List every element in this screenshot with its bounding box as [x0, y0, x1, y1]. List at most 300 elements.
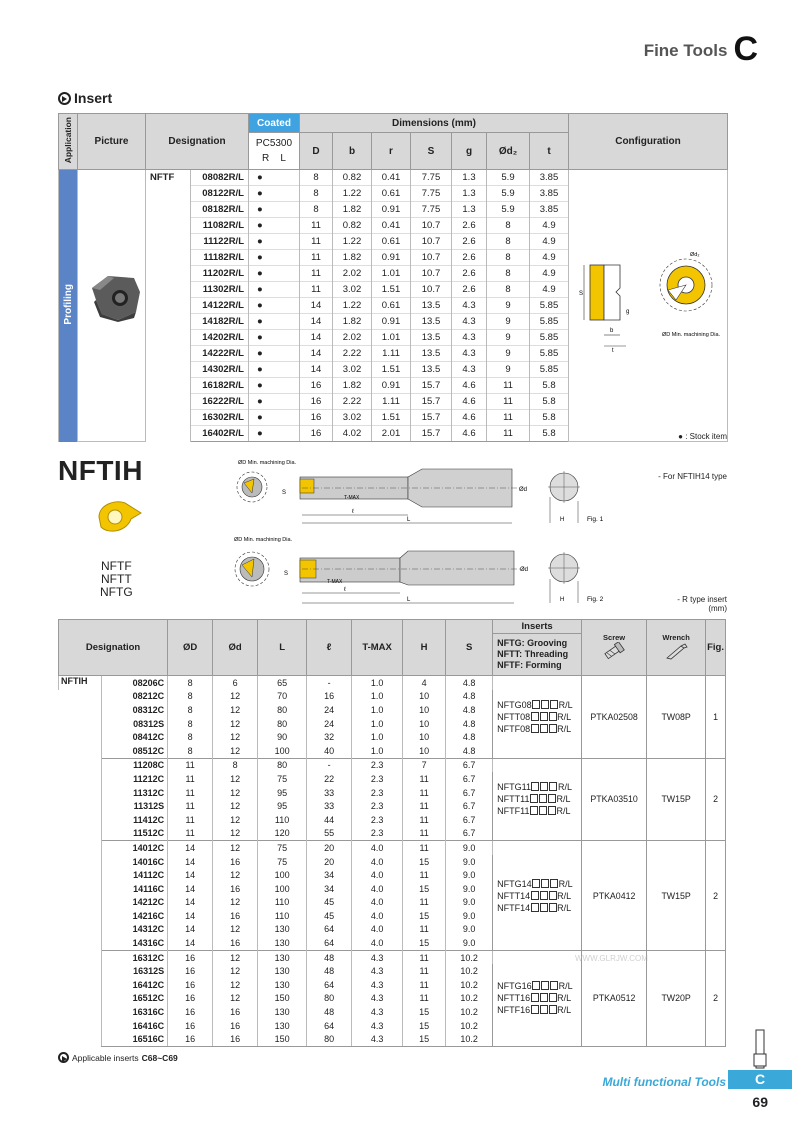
screw-header: Screw: [582, 620, 647, 676]
value-cell: 10.7: [411, 218, 452, 234]
value-cell: 11: [487, 394, 530, 410]
value-cell: 2.02: [333, 266, 372, 282]
value-cell: 80: [258, 703, 307, 717]
designation-header: Designation: [146, 114, 249, 170]
value-cell: 130: [258, 1005, 307, 1019]
holder-designation: 16312C: [102, 950, 168, 964]
value-cell: 110: [258, 813, 307, 827]
screw-cell: PTKA0412: [582, 841, 647, 951]
value-cell: 95: [258, 786, 307, 800]
value-cell: 16: [300, 394, 333, 410]
stock-mark: ●: [249, 234, 300, 250]
value-cell: 11: [403, 964, 446, 978]
value-cell: 4.0: [352, 896, 403, 910]
col2-S: S: [446, 620, 493, 676]
holder-designation: 14212C: [102, 896, 168, 910]
value-cell: 6.7: [446, 813, 493, 827]
stock-mark: ●: [249, 362, 300, 378]
col2-H: H: [403, 620, 446, 676]
holder-designation: 08206C: [102, 676, 168, 690]
value-cell: 12: [213, 868, 258, 882]
insert-alternatives: [100, 560, 133, 599]
svg-text:T-MAX: T-MAX: [344, 495, 360, 501]
value-cell: 16: [168, 964, 213, 978]
svg-text:Ød: Ød: [519, 487, 528, 493]
value-cell: 4.0: [352, 936, 403, 950]
value-cell: 12: [213, 744, 258, 758]
value-cell: 2.3: [352, 786, 403, 800]
holder-designation: 14112C: [102, 868, 168, 882]
fig1-drawing: [232, 457, 617, 529]
value-cell: 11: [403, 799, 446, 813]
value-cell: 9: [487, 362, 530, 378]
value-cell: 8: [300, 170, 333, 186]
note-r-type: - R type insert (mm): [677, 595, 727, 613]
holder-designation: 16316C: [102, 1005, 168, 1019]
value-cell: 45: [307, 896, 352, 910]
value-cell: 4.6: [452, 394, 487, 410]
value-cell: 11: [487, 426, 530, 442]
value-cell: 1.3: [452, 186, 487, 202]
value-cell: 70: [258, 690, 307, 704]
holder-designation: 14216C: [102, 909, 168, 923]
value-cell: 8: [168, 703, 213, 717]
value-cell: 9.0: [446, 855, 493, 869]
value-cell: 12: [213, 950, 258, 964]
value-cell: 15: [403, 882, 446, 896]
designation-cell: 16402R/L: [191, 426, 249, 442]
value-cell: 1.11: [372, 394, 411, 410]
value-cell: 4.9: [530, 234, 569, 250]
designation-cell: 14222R/L: [191, 346, 249, 362]
value-cell: 12: [213, 786, 258, 800]
wrench-cell: TW15P: [647, 758, 706, 841]
value-cell: 16: [168, 950, 213, 964]
value-cell: 10.2: [446, 1005, 493, 1019]
stock-mark: ●: [249, 394, 300, 410]
nftih-insert-picture: [95, 497, 145, 537]
value-cell: 16: [168, 978, 213, 992]
stock-mark: ●: [249, 170, 300, 186]
value-cell: 4.3: [452, 346, 487, 362]
value-cell: 11: [403, 923, 446, 937]
value-cell: 14: [168, 855, 213, 869]
value-cell: 6.7: [446, 799, 493, 813]
holder-designation: 08412C: [102, 730, 168, 744]
holder-designation: 14012C: [102, 841, 168, 855]
value-cell: 0.91: [372, 250, 411, 266]
svg-text:T-MAX: T-MAX: [327, 579, 343, 585]
screw-cell: PTKA0512: [582, 950, 647, 1046]
value-cell: 4.8: [446, 744, 493, 758]
value-cell: 11: [168, 772, 213, 786]
value-cell: 10.2: [446, 1032, 493, 1046]
svg-text:ØD Min. machining Dia.: ØD Min. machining Dia.: [234, 537, 293, 543]
designation-cell: 11122R/L: [191, 234, 249, 250]
value-cell: 7.75: [411, 186, 452, 202]
value-cell: 9.0: [446, 909, 493, 923]
value-cell: 16: [168, 1005, 213, 1019]
value-cell: 4.8: [446, 676, 493, 690]
value-cell: 1.11: [372, 346, 411, 362]
value-cell: 15.7: [411, 410, 452, 426]
value-cell: 8: [168, 744, 213, 758]
holder-designation: 14316C: [102, 936, 168, 950]
inserts-desc-header: NFTG: Grooving NFTT: Threading NFTF: Forming: [493, 634, 582, 676]
tool-thumbnail-icon: [750, 1028, 770, 1070]
value-cell: 130: [258, 1019, 307, 1033]
page-number: 69: [752, 1094, 768, 1110]
value-cell: 3.85: [530, 170, 569, 186]
cfg-t-label: t: [612, 348, 614, 354]
value-cell: 8: [168, 730, 213, 744]
value-cell: 1.82: [333, 314, 372, 330]
value-cell: 44: [307, 813, 352, 827]
value-cell: 3.02: [333, 282, 372, 298]
value-cell: 75: [258, 855, 307, 869]
stock-mark: ●: [249, 266, 300, 282]
value-cell: 4.6: [452, 410, 487, 426]
value-cell: 1.0: [352, 676, 403, 690]
value-cell: 4: [403, 676, 446, 690]
value-cell: 2.6: [452, 266, 487, 282]
fig-cell: 2: [706, 841, 726, 951]
designation-cell: 11202R/L: [191, 266, 249, 282]
applicable-inserts-note: Applicable inserts C68~C69: [58, 1052, 178, 1063]
screw-cell: PTKA03510: [582, 758, 647, 841]
value-cell: 16: [307, 690, 352, 704]
value-cell: 33: [307, 799, 352, 813]
table-row: [59, 758, 726, 772]
application-header: Application: [59, 114, 78, 170]
cfg-dmin-label: ØD Min. machining Dia.: [662, 332, 721, 338]
value-cell: 10: [403, 730, 446, 744]
value-cell: 4.0: [352, 841, 403, 855]
value-cell: 1.51: [372, 362, 411, 378]
col-d2: Ød₂: [487, 133, 530, 170]
value-cell: 2.3: [352, 799, 403, 813]
value-cell: 5.85: [530, 330, 569, 346]
value-cell: 11: [403, 896, 446, 910]
value-cell: 10: [403, 744, 446, 758]
value-cell: 11: [403, 992, 446, 1006]
value-cell: 12: [213, 896, 258, 910]
value-cell: 15: [403, 909, 446, 923]
value-cell: 4.3: [452, 362, 487, 378]
coated-header: Coated: [249, 114, 300, 133]
holder-designation: 14016C: [102, 855, 168, 869]
value-cell: 13.5: [411, 330, 452, 346]
value-cell: 8: [487, 234, 530, 250]
value-cell: 33: [307, 786, 352, 800]
value-cell: 4.3: [352, 992, 403, 1006]
value-cell: 100: [258, 744, 307, 758]
value-cell: 5.9: [487, 202, 530, 218]
stock-mark: ●: [249, 298, 300, 314]
value-cell: 8: [487, 282, 530, 298]
value-cell: 11: [300, 250, 333, 266]
value-cell: 10.2: [446, 992, 493, 1006]
value-cell: 4.3: [352, 1019, 403, 1033]
value-cell: 14: [300, 330, 333, 346]
value-cell: 0.61: [372, 234, 411, 250]
value-cell: 10.2: [446, 978, 493, 992]
designation-cell: 11182R/L: [191, 250, 249, 266]
header-letter: C: [733, 30, 758, 68]
stock-mark: ●: [249, 202, 300, 218]
value-cell: 12: [213, 730, 258, 744]
designation-prefix: NFTF: [146, 170, 191, 442]
value-cell: 13.5: [411, 298, 452, 314]
holder-designation: 14312C: [102, 923, 168, 937]
svg-text:Ød: Ød: [520, 567, 529, 573]
value-cell: 8: [487, 250, 530, 266]
value-cell: 2.22: [333, 394, 372, 410]
value-cell: 4.3: [352, 950, 403, 964]
wrench-cell: TW20P: [647, 950, 706, 1046]
holder-prefix: NFTIH: [59, 676, 102, 690]
value-cell: 64: [307, 936, 352, 950]
value-cell: 1.01: [372, 266, 411, 282]
value-cell: 1.51: [372, 282, 411, 298]
value-cell: 4.0: [352, 868, 403, 882]
value-cell: -: [307, 676, 352, 690]
value-cell: 48: [307, 1005, 352, 1019]
value-cell: 16: [168, 1019, 213, 1033]
value-cell: 8: [168, 717, 213, 731]
value-cell: 16: [213, 882, 258, 896]
col-t: t: [530, 133, 569, 170]
value-cell: 0.41: [372, 218, 411, 234]
value-cell: 16: [168, 1032, 213, 1046]
value-cell: 15: [403, 1032, 446, 1046]
designation-cell: 14202R/L: [191, 330, 249, 346]
page-header: [644, 30, 758, 69]
col-D: D: [300, 133, 333, 170]
value-cell: 6.7: [446, 786, 493, 800]
insert-picture: [88, 270, 143, 322]
holder-designation: 08312S: [102, 717, 168, 731]
value-cell: 3.02: [333, 362, 372, 378]
value-cell: 1.3: [452, 202, 487, 218]
value-cell: 4.3: [452, 298, 487, 314]
value-cell: 4.3: [352, 964, 403, 978]
wrench-header: Wrench: [647, 620, 706, 676]
value-cell: 64: [307, 1019, 352, 1033]
value-cell: 8: [213, 758, 258, 772]
value-cell: 11: [403, 868, 446, 882]
value-cell: 4.3: [452, 314, 487, 330]
value-cell: 64: [307, 978, 352, 992]
value-cell: 80: [307, 992, 352, 1006]
holder-designation: 11412C: [102, 813, 168, 827]
configuration-header: Configuration: [569, 114, 728, 170]
wrench-cell: TW15P: [647, 841, 706, 951]
inserts-header: Inserts: [493, 620, 582, 634]
value-cell: 1.22: [333, 234, 372, 250]
value-cell: 6.7: [446, 772, 493, 786]
designation-cell: 14302R/L: [191, 362, 249, 378]
value-cell: 4.9: [530, 266, 569, 282]
value-cell: 0.82: [333, 218, 372, 234]
value-cell: 100: [258, 882, 307, 896]
designation-cell: 08182R/L: [191, 202, 249, 218]
wrench-icon: [663, 642, 689, 660]
value-cell: 8: [300, 186, 333, 202]
holder-designation: 08512C: [102, 744, 168, 758]
value-cell: 9: [487, 298, 530, 314]
header-title: Fine Tools: [643, 41, 728, 60]
stock-mark: ●: [249, 410, 300, 426]
svg-text:H: H: [560, 517, 565, 523]
value-cell: 150: [258, 1032, 307, 1046]
value-cell: 11: [300, 266, 333, 282]
inserts-cell: NFTG16 R/L NFTT16 R/L NFTF16 R/L: [493, 950, 582, 1046]
value-cell: 130: [258, 950, 307, 964]
table-row: [59, 841, 726, 855]
application-profiling: Profiling: [59, 170, 78, 442]
value-cell: 2.6: [452, 250, 487, 266]
value-cell: 9: [487, 314, 530, 330]
value-cell: 5.85: [530, 346, 569, 362]
value-cell: 10.7: [411, 282, 452, 298]
value-cell: 2.01: [372, 426, 411, 442]
designation-cell: 14182R/L: [191, 314, 249, 330]
designation2-header: Designation: [59, 620, 168, 676]
value-cell: 14: [168, 868, 213, 882]
value-cell: 130: [258, 923, 307, 937]
grade-header: PC5300 R L: [249, 133, 300, 170]
fig-cell: 2: [706, 950, 726, 1046]
value-cell: 45: [307, 909, 352, 923]
stock-mark: ●: [249, 314, 300, 330]
value-cell: 7.75: [411, 170, 452, 186]
wrench-cell: TW08P: [647, 676, 706, 759]
svg-text:ℓ: ℓ: [352, 509, 354, 515]
svg-text:H: H: [560, 597, 565, 603]
cfg-g-label: g: [626, 309, 630, 315]
cfg-b-label: b: [610, 328, 614, 334]
value-cell: 6.7: [446, 758, 493, 772]
value-cell: 48: [307, 964, 352, 978]
value-cell: 11: [487, 410, 530, 426]
value-cell: 14: [168, 896, 213, 910]
designation-cell: 16302R/L: [191, 410, 249, 426]
value-cell: 4.0: [352, 882, 403, 896]
value-cell: 3.85: [530, 186, 569, 202]
value-cell: 13.5: [411, 362, 452, 378]
value-cell: 12: [213, 717, 258, 731]
cfg-d2-label: Ød₂: [690, 252, 700, 258]
value-cell: 8: [300, 202, 333, 218]
holder-designation: 16516C: [102, 1032, 168, 1046]
value-cell: 75: [258, 772, 307, 786]
value-cell: 4.8: [446, 730, 493, 744]
picture-header: Picture: [78, 114, 146, 170]
value-cell: 15.7: [411, 426, 452, 442]
value-cell: 1.01: [372, 330, 411, 346]
watermark: WWW.GLRJW.COM: [575, 954, 648, 963]
holder-designation: 11208C: [102, 758, 168, 772]
value-cell: 2.6: [452, 218, 487, 234]
value-cell: 16: [213, 936, 258, 950]
arrow-circle-icon: [58, 1052, 69, 1063]
value-cell: 16: [300, 410, 333, 426]
table-row: [59, 170, 728, 186]
value-cell: 0.91: [372, 378, 411, 394]
value-cell: 55: [307, 827, 352, 841]
value-cell: 3.02: [333, 410, 372, 426]
value-cell: 11: [403, 827, 446, 841]
value-cell: 75: [258, 841, 307, 855]
value-cell: 14: [168, 936, 213, 950]
value-cell: 12: [213, 978, 258, 992]
value-cell: 10.7: [411, 250, 452, 266]
value-cell: 11: [168, 799, 213, 813]
value-cell: 15.7: [411, 394, 452, 410]
value-cell: 0.61: [372, 186, 411, 202]
svg-text:ØD Min. machining Dia.: ØD Min. machining Dia.: [238, 460, 297, 466]
holder-designation: 11312S: [102, 799, 168, 813]
value-cell: 5.9: [487, 170, 530, 186]
holder-designation: 16416C: [102, 1019, 168, 1033]
value-cell: 2.02: [333, 330, 372, 346]
value-cell: 12: [213, 923, 258, 937]
value-cell: 9.0: [446, 936, 493, 950]
value-cell: 13.5: [411, 314, 452, 330]
svg-text:S: S: [282, 490, 287, 496]
value-cell: 8: [487, 218, 530, 234]
holder-designation: 11312C: [102, 786, 168, 800]
value-cell: 11: [403, 786, 446, 800]
value-cell: 8: [487, 266, 530, 282]
footer-letter-tab: C: [728, 1070, 792, 1089]
col2-l: ℓ: [307, 620, 352, 676]
value-cell: 12: [213, 813, 258, 827]
value-cell: 2.6: [452, 282, 487, 298]
value-cell: 11: [168, 786, 213, 800]
value-cell: 12: [213, 841, 258, 855]
inserts-cell: NFTG08 R/L NFTT08 R/L NFTF08 R/L: [493, 676, 582, 759]
stock-note: ● : Stock item: [678, 432, 727, 441]
value-cell: 100: [258, 868, 307, 882]
value-cell: 7.75: [411, 202, 452, 218]
fig-cell: 2: [706, 758, 726, 841]
svg-text:L: L: [407, 597, 411, 603]
value-cell: 1.51: [372, 410, 411, 426]
value-cell: 11: [403, 841, 446, 855]
value-cell: 20: [307, 855, 352, 869]
svg-text:L: L: [407, 517, 411, 523]
value-cell: 14: [300, 362, 333, 378]
value-cell: 14: [300, 298, 333, 314]
alt-nftf: NFTF: [101, 559, 132, 573]
value-cell: 16: [300, 426, 333, 442]
value-cell: 5.85: [530, 362, 569, 378]
value-cell: 4.8: [446, 703, 493, 717]
value-cell: 16: [213, 1032, 258, 1046]
value-cell: 0.82: [333, 170, 372, 186]
value-cell: 24: [307, 703, 352, 717]
designation-cell: 14122R/L: [191, 298, 249, 314]
value-cell: 10.2: [446, 1019, 493, 1033]
value-cell: 2.3: [352, 813, 403, 827]
value-cell: 1.22: [333, 298, 372, 314]
value-cell: 16: [213, 909, 258, 923]
designation-cell: 11082R/L: [191, 218, 249, 234]
value-cell: 9.0: [446, 882, 493, 896]
value-cell: 4.9: [530, 218, 569, 234]
